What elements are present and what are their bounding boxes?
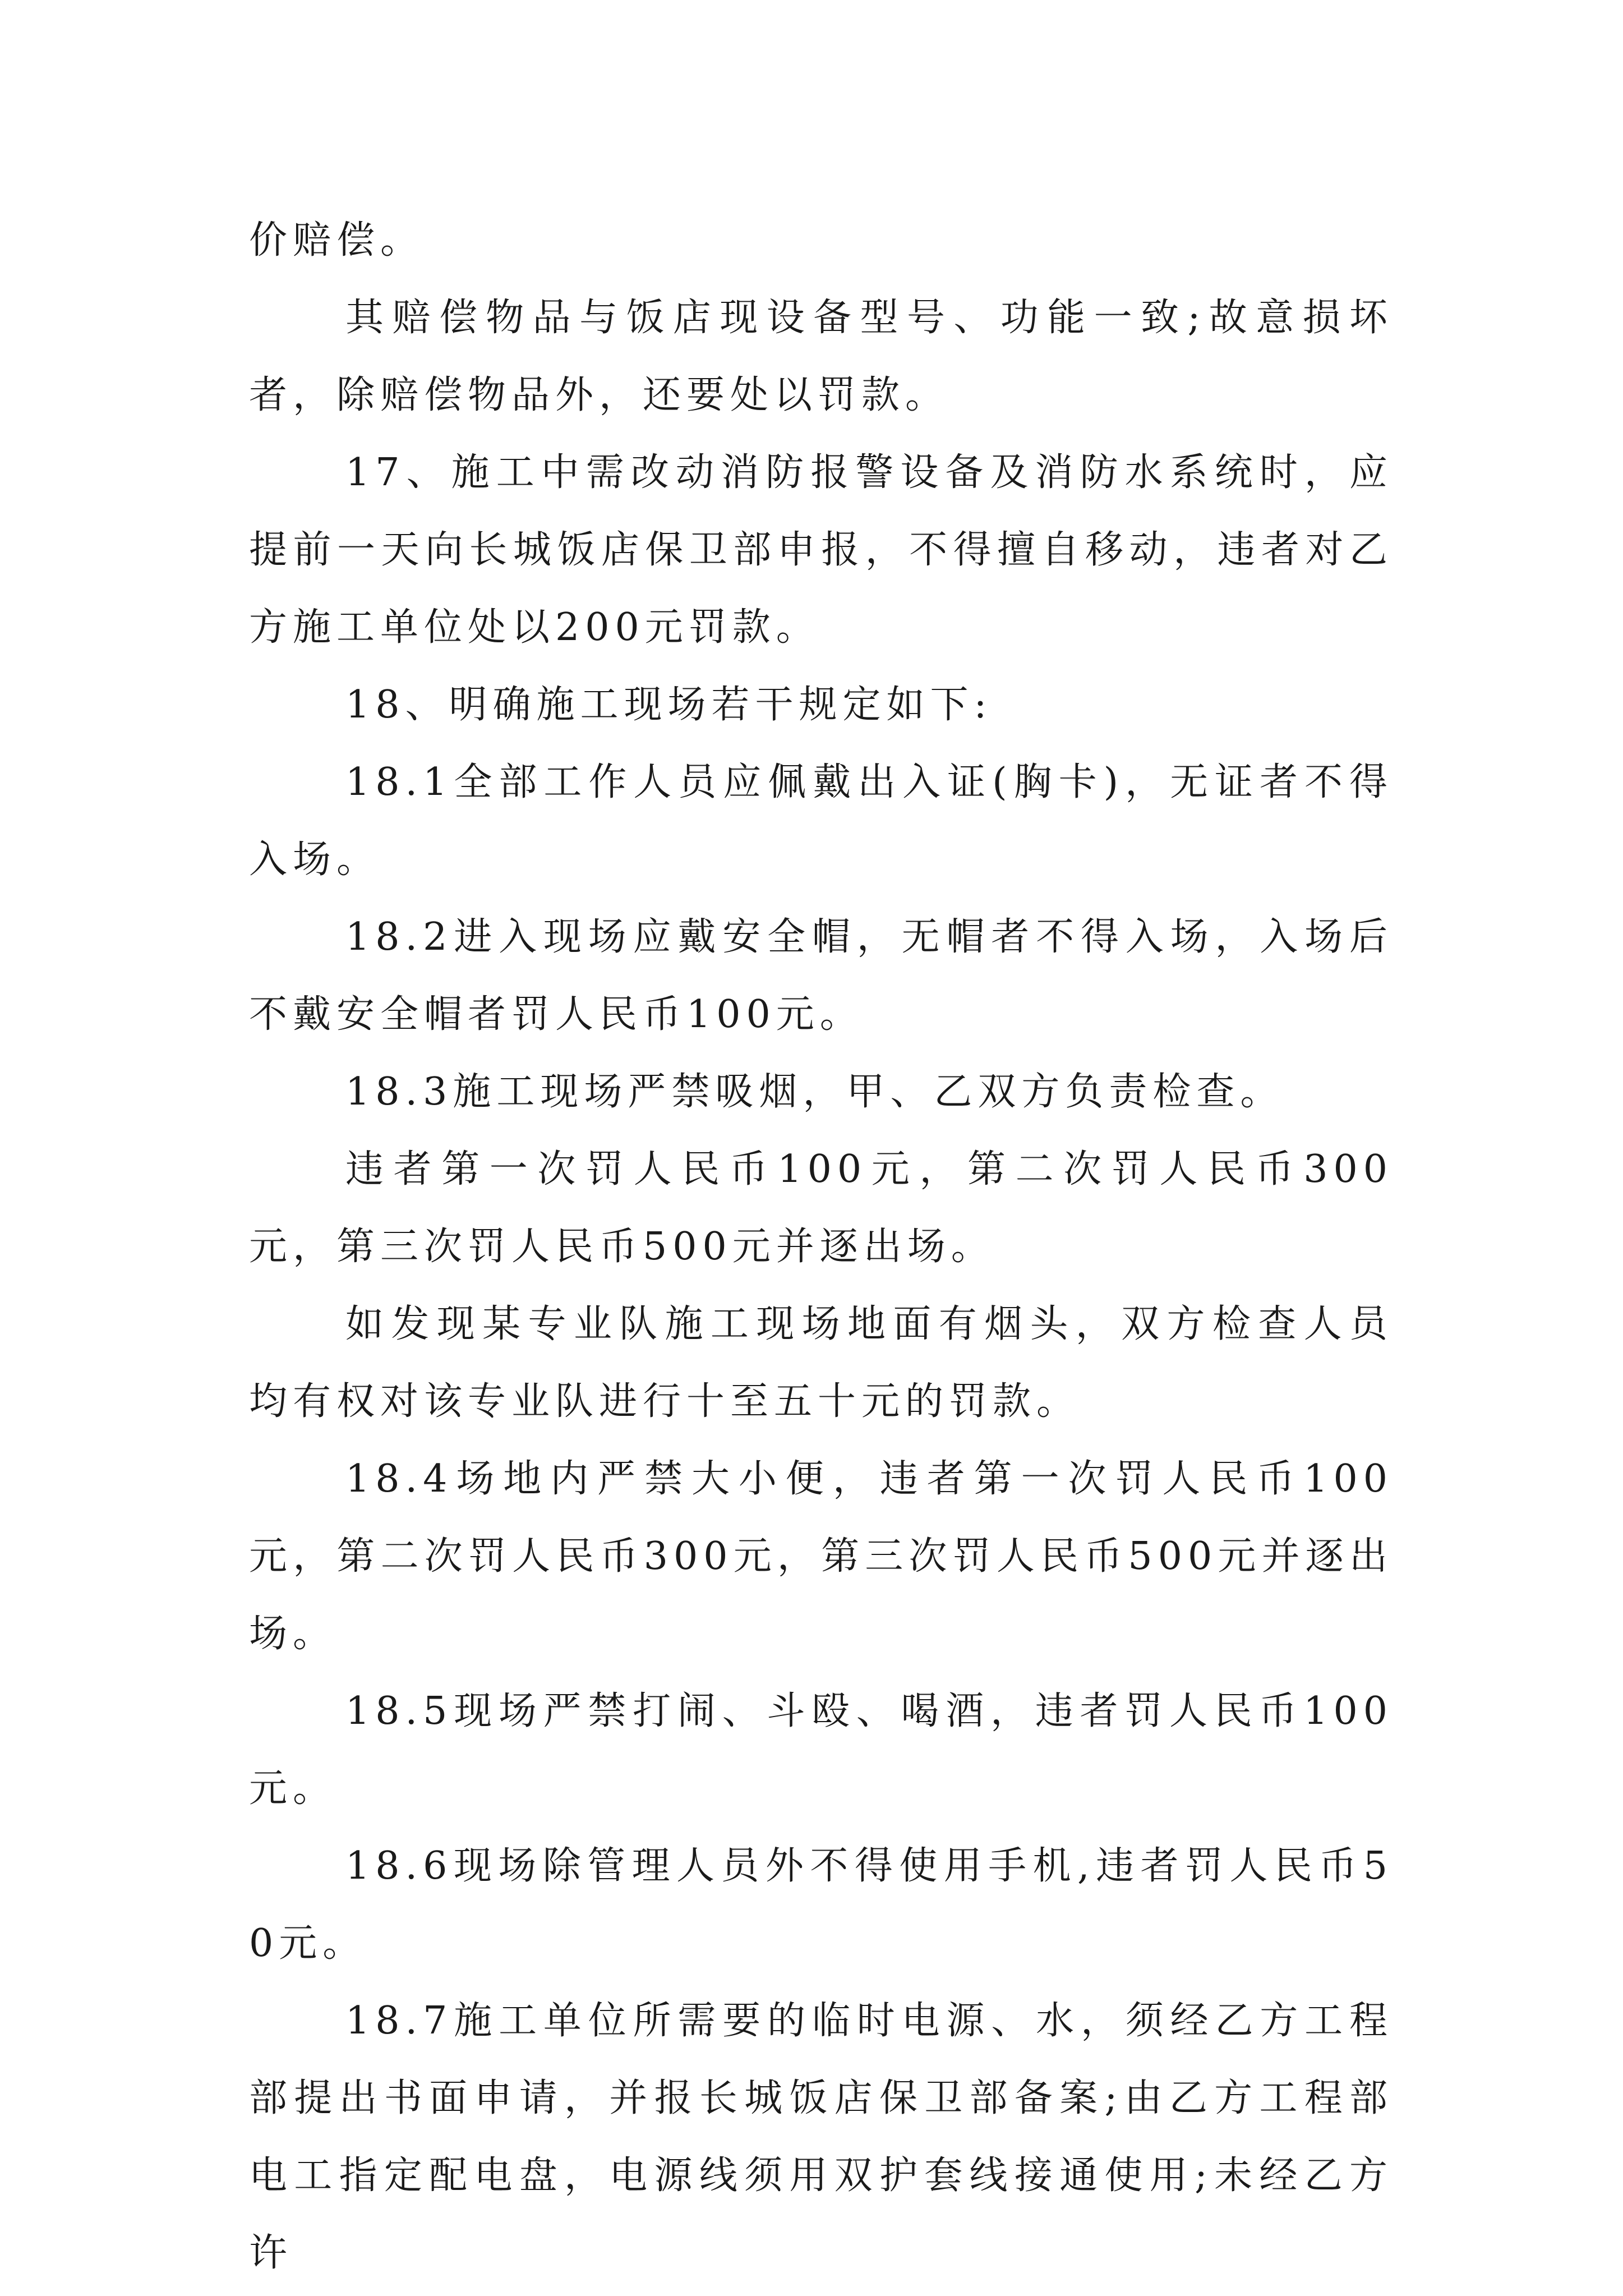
paragraph-clause-18-3: 18.3施工现场严禁吸烟，甲、乙双方负责检查。	[345, 1070, 1284, 1114]
paragraph-clause-18-6: 18.6现场除管理人员外不得使用手机,违者罚人民币50元。	[249, 1844, 1393, 1966]
paragraph-cigarette-butts: 如发现某专业队施工现场地面有烟头，双方检查人员均有权对该专业队进行十至五十元的罚款。	[249, 1302, 1393, 1424]
paragraph-compensation: 其赔偿物品与饭店现设备型号、功能一致;故意损坏者，除赔偿物品外，还要处以罚款。	[249, 296, 1393, 417]
paragraph-clause-18-4: 18.4场地内严禁大小便，违者第一次罚人民币100元，第二次罚人民币300元，第三次罚人民币500元并逐出场。	[249, 1457, 1393, 1656]
paragraph-clause-18-1: 18.1全部工作人员应佩戴出入证(胸卡)，无证者不得入场。	[249, 760, 1393, 882]
paragraph-clause-17: 17、施工中需改动消防报警设备及消防水系统时，应提前一天向长城饭店保卫部申报，不得擅自移动，违者对乙方施工单位处以200元罚款。	[249, 450, 1393, 650]
paragraph-continuation: 价赔偿。	[249, 218, 425, 263]
document-body	[249, 202, 1393, 2292]
paragraph-clause-18-7: 18.7施工单位所需要的临时电源、水，须经乙方工程部提出书面申请，并报长城饭店保卫部备案;由乙方工程部电工指定配电盘，电源线须用双护套线接通使用;未经乙方许	[249, 1999, 1393, 2275]
paragraph-clause-18-2: 18.2进入现场应戴安全帽，无帽者不得入场，入场后不戴安全帽者罚人民币100元。	[249, 915, 1393, 1037]
paragraph-smoking-penalty: 违者第一次罚人民币100元，第二次罚人民币300元，第三次罚人民币500元并逐出场。	[249, 1147, 1393, 1269]
paragraph-clause-18-5: 18.5现场严禁打闹、斗殴、喝酒，违者罚人民币100元。	[249, 1689, 1393, 1811]
paragraph-clause-18: 18、明确施工现场若干规定如下:	[345, 683, 993, 727]
